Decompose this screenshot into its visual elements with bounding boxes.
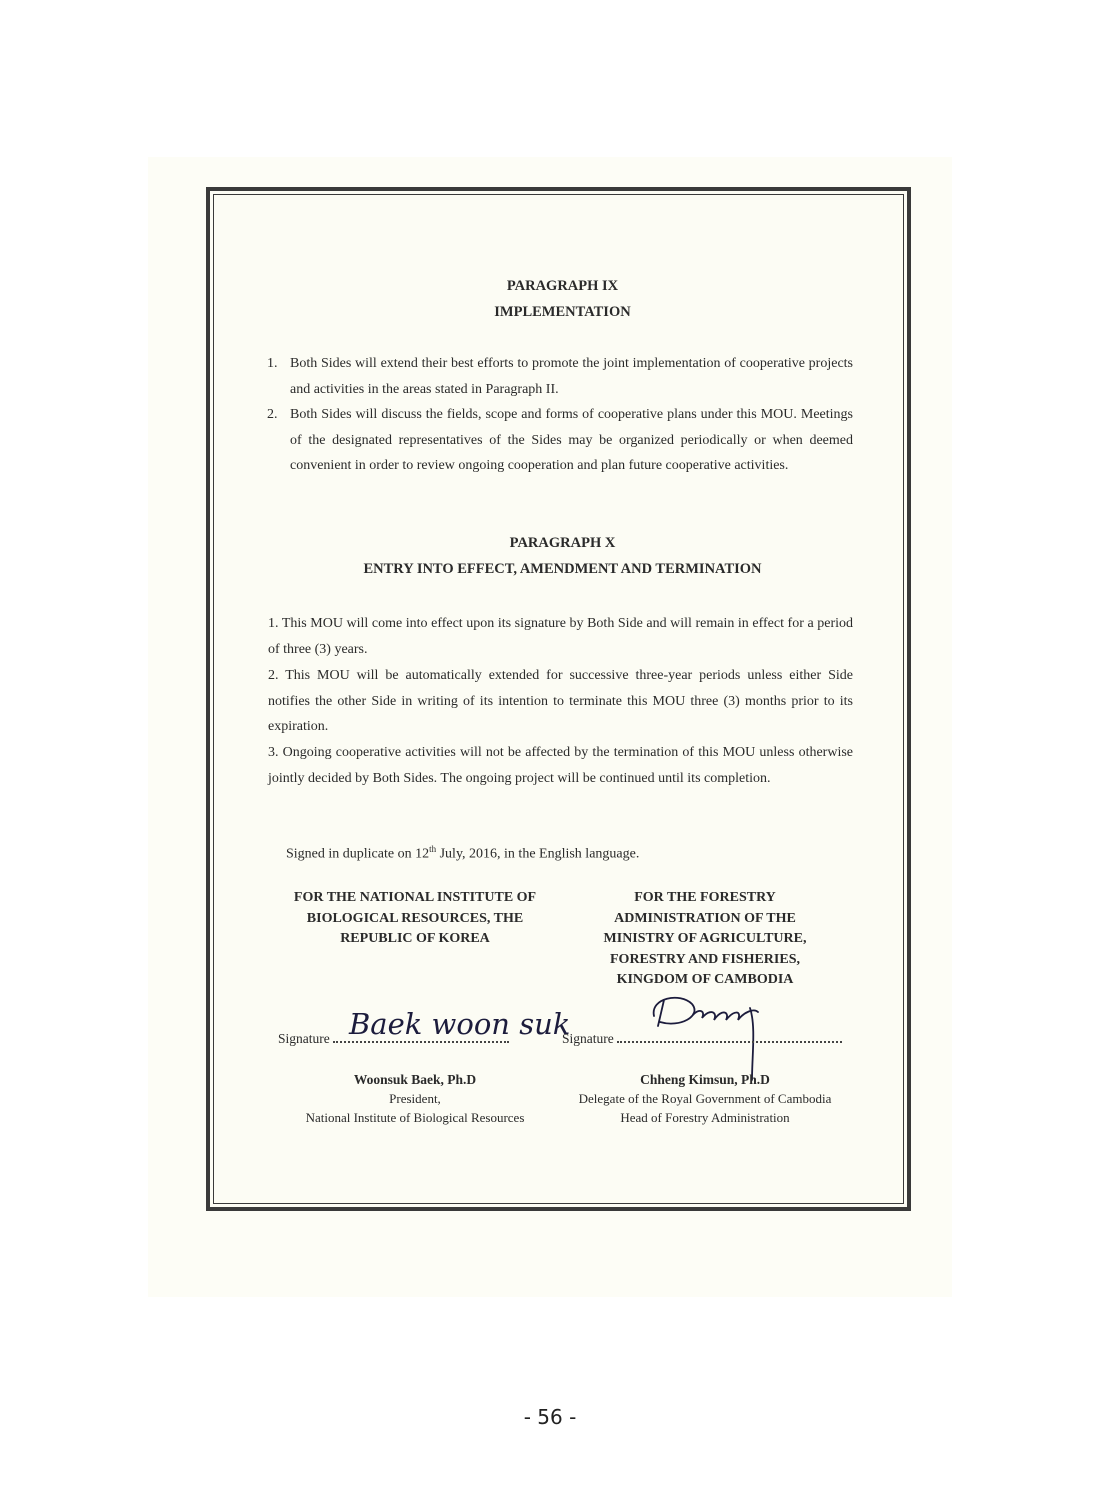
left-signatory-title: President, [389, 1091, 441, 1106]
paragraph-x-subtitle: ENTRY INTO EFFECT, AMENDMENT AND TERMINATION [363, 561, 762, 577]
paragraph-ix-title: PARAGRAPH IX [506, 278, 619, 294]
left-signature-line: Signature [278, 1031, 509, 1047]
right-signatory-name: Chheng Kimsun, Ph.D [640, 1072, 770, 1087]
item-text: Both Sides will extend their best efforts to promote the joint implementation of cooperative projects and activities in the areas stated in Paragraph II. [290, 356, 853, 397]
right-party-org: FOR THE FORESTRY ADMINISTRATION OF THE MINISTRY OF AGRICULTURE, FORESTRY AND FISHERIES, KINGDOM OF CAMBODIA [603, 890, 807, 987]
item-text: Both Sides will discuss the fields, scope and forms of cooperative plans under this MOU. Meetings of the designated representatives of the Sides may be organized periodically or when deemed convenient in order to review ongoing cooperation and plan future cooperative activities. [290, 407, 853, 473]
svg-text:Baek woon suk: Baek woon suk [349, 1007, 571, 1041]
implementation-item-1 [267, 351, 853, 402]
left-party-org: FOR THE NATIONAL INSTITUTE OF BIOLOGICAL RESOURCES, THE REPUBLIC OF KOREA [293, 890, 537, 946]
document-frame [206, 187, 911, 1211]
right-signatory-title: Delegate of the Royal Government of Cambodia [578, 1091, 832, 1106]
scanned-page [148, 157, 952, 1297]
termination-item-3: 3. Ongoing cooperative activities will not be affected by the termination of this MOU unless otherwise jointly decided by Both Sides. The ongoing project will be continued until its completion. [268, 745, 853, 786]
item-number: 1. [267, 356, 278, 371]
right-signatory [560, 1070, 850, 1127]
implementation-item-2 [267, 402, 853, 479]
termination-item-2: 2. This MOU will be automatically extended for successive three-year periods unless either Side notifies the other Side in writing of its intention to terminate this MOU three (3) months prior to its expiration. [268, 668, 853, 734]
right-signatory-institution: Head of Forestry Administration [620, 1110, 790, 1125]
item-number: 2. [267, 407, 278, 422]
left-signatory [270, 1070, 560, 1127]
left-signatory-name: Woonsuk Baek, Ph.D [353, 1072, 477, 1087]
termination-item-1: 1. This MOU will come into effect upon its signature by Both Side and will remain in effect for a period of three (3) years. [268, 616, 853, 657]
left-signatory-institution: National Institute of Biological Resources [305, 1110, 525, 1125]
paragraph-ix-subtitle: IMPLEMENTATION [494, 304, 631, 320]
signing-statement: Signed in duplicate on 12th July, 2016, in the English language. [286, 844, 640, 862]
paragraph-x-title: PARAGRAPH X [509, 535, 616, 551]
right-signature-line: Signature [562, 1031, 842, 1047]
page-number: - 56 - [523, 1405, 577, 1429]
